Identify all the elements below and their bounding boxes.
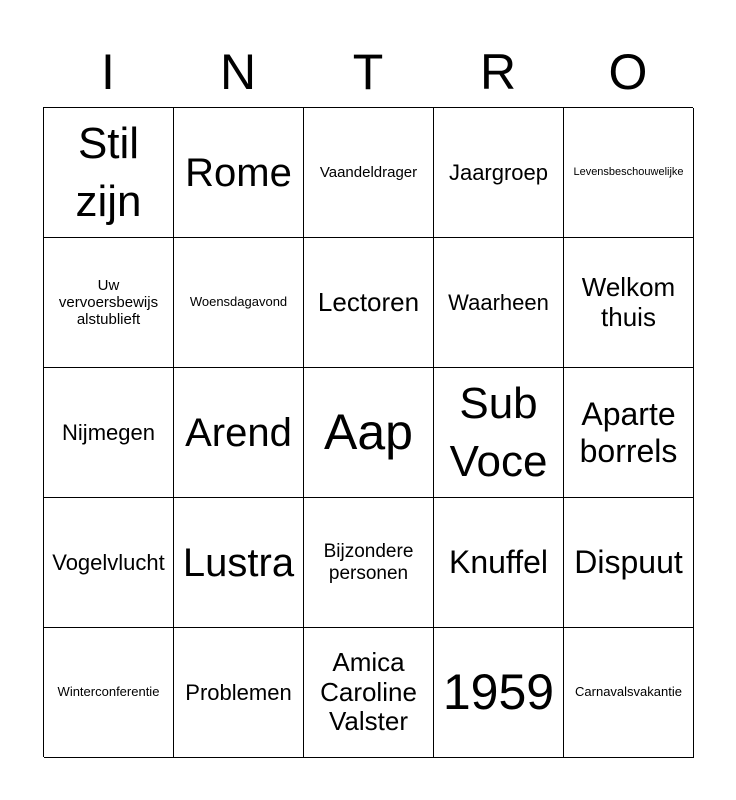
header-letter-n: N — [219, 44, 257, 100]
bingo-cell[interactable]: Arend — [174, 368, 304, 498]
bingo-cell[interactable]: Problemen — [174, 628, 304, 758]
header-letter-r: R — [479, 44, 517, 100]
header-letter-i: I — [101, 44, 115, 100]
bingo-board — [43, 107, 693, 757]
bingo-header — [43, 40, 693, 104]
bingo-cell[interactable]: Vaandeldrager — [304, 108, 434, 238]
bingo-cell[interactable]: Nijmegen — [44, 368, 174, 498]
bingo-cell[interactable]: Amica Caroline Valster — [304, 628, 434, 758]
bingo-cell[interactable]: Jaargroep — [434, 108, 564, 238]
bingo-cell[interactable]: Stil zijn — [44, 108, 174, 238]
bingo-cell[interactable]: 1959 — [434, 628, 564, 758]
bingo-cell[interactable]: Bijzondere personen — [304, 498, 434, 628]
bingo-cell[interactable]: Rome — [174, 108, 304, 238]
bingo-cell[interactable]: Knuffel — [434, 498, 564, 628]
bingo-cell[interactable]: Aap — [304, 368, 434, 498]
bingo-cell[interactable]: Aparte borrels — [564, 368, 694, 498]
bingo-cell[interactable]: Winterconferentie — [44, 628, 174, 758]
header-letter-o: O — [608, 44, 648, 100]
bingo-cell[interactable]: Uw vervoersbewijs alstublieft — [44, 238, 174, 368]
bingo-cell[interactable]: Vogelvlucht — [44, 498, 174, 628]
bingo-cell[interactable]: Welkom thuis — [564, 238, 694, 368]
bingo-cell[interactable]: Sub Voce — [434, 368, 564, 498]
bingo-cell[interactable]: Woensdagavond — [174, 238, 304, 368]
bingo-cell[interactable]: Levensbeschouwelijke — [564, 108, 694, 238]
bingo-cell[interactable]: Dispuut — [564, 498, 694, 628]
bingo-cell[interactable]: Lectoren — [304, 238, 434, 368]
bingo-cell[interactable]: Lustra — [174, 498, 304, 628]
bingo-cell[interactable]: Waarheen — [434, 238, 564, 368]
header-letter-t: T — [352, 44, 384, 100]
bingo-cell[interactable]: Carnavalsvakantie — [564, 628, 694, 758]
